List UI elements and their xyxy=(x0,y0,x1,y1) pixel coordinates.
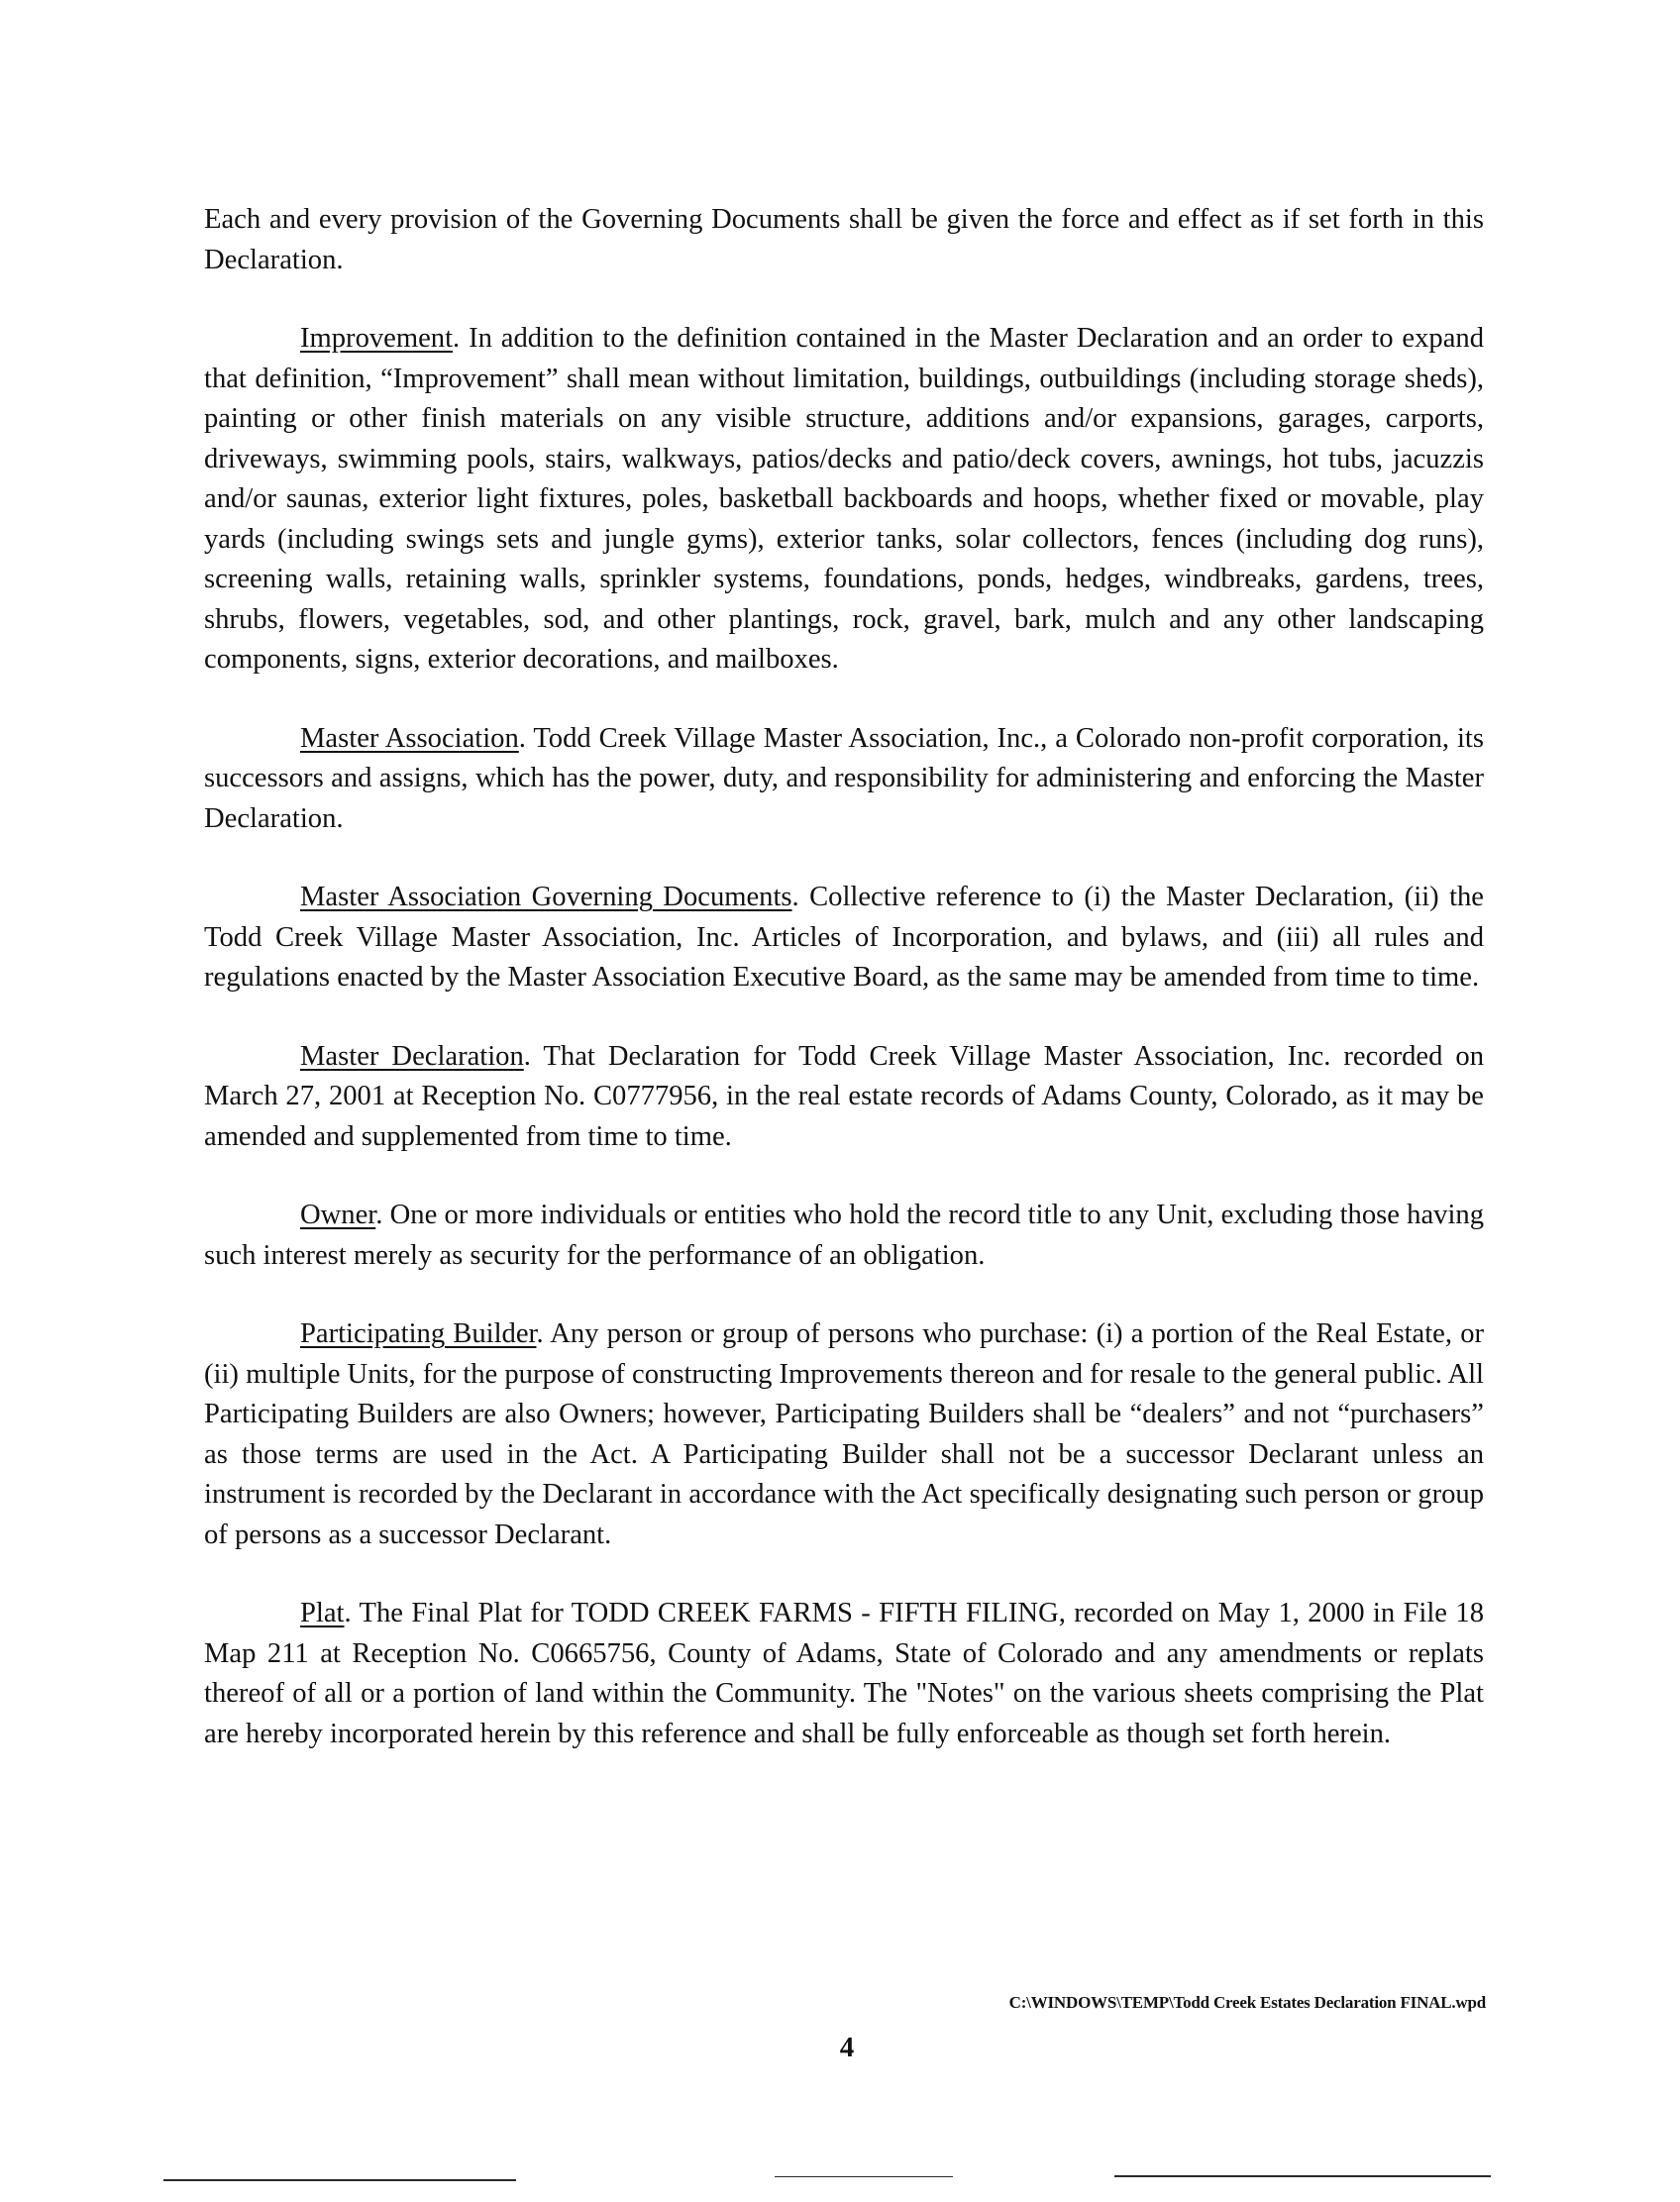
definition-text: . In addition to the definition contained in the Master Declaration and an order to expand that definition, “Improvement” shall mean without limitation, buildings, outbuildings (including storage sheds), painting or other finish materials on any visible structure, additions and/or expansions, garages, carports, driveways, swimming pools, stairs, walkways, patios/decks and patio/deck covers, awnings, hot tubs, jacuzzis and/or saunas, exterior light fixtures, poles, basketball backboards and hoops, whether fixed or movable, play yards (including swings sets and jungle gyms), exterior tanks, solar collectors, fences (including dog runs), screening walls, retaining walls, sprinkler systems, foundations, ponds, hedges, windbreaks, gardens, trees, shrubs, flowers, vegetables, sod, and other plantings, rock, gravel, bark, mulch and any other landscaping components, signs, exterior decorations, and mailboxes. xyxy=(204,323,1484,675)
definition-text: . One or more individuals or entities who hold the record title to any Unit, excluding those having such interest merely as security for the performance of an obligation. xyxy=(204,1200,1484,1271)
term-participating-builder: Participating Builder xyxy=(300,1318,537,1349)
page-number: 4 xyxy=(839,2032,855,2063)
paragraph-governing-documents-effect xyxy=(204,200,1484,280)
term-master-association-governing-documents: Master Association Governing Documents xyxy=(300,882,792,912)
definition-master-declaration xyxy=(204,1037,1484,1158)
term-improvement: Improvement xyxy=(300,323,454,354)
footer-file-path: C:\WINDOWS\TEMP\Todd Creek Estates Declaration FINAL.wpd xyxy=(1008,1993,1486,2012)
definition-master-association-governing-documents xyxy=(204,878,1484,998)
paragraph-text: Each and every provision of the Governing Documents shall be given the force and effect as if set forth in this Declaration. xyxy=(204,204,1484,275)
scan-artifact-line xyxy=(1114,2175,1491,2177)
definition-text: . That Declaration for Todd Creek Village Master Association, Inc. recorded on March 27, 2001 at Reception No. C0777956, in the real estate records of Adams County, Colorado, as it may be amended and supplemented from time to time. xyxy=(204,1040,1484,1152)
term-master-association: Master Association xyxy=(300,722,519,754)
definition-text: . Any person or group of persons who purchase: (i) a portion of the Real Estate, or (ii) multiple Units, for the purpose of constructing Improvements thereon and for resale to the general public. All Participating Builders are also Owners; however, Participating Builders shall be “dealers” and not “purchasers” as those terms are used in the Act. A Participating Builder shall not be a successor Declarant unless an instrument is recorded by the Declarant in accordance with the Act specifically designating such person or group of persons as a successor Declarant. xyxy=(204,1318,1485,1550)
definition-text: . The Final Plat for TODD CREEK FARMS - FIFTH FILING, recorded on May 1, 2000 in File 18 Map 211 at Reception No. C0665756, County of Adams, State of Colorado and any amendments or replats thereof of all or a portion of land within the Community. The "Notes" on the various sheets comprising the Plat are hereby incorporated herein by this reference and shall be fully enforceable as though set forth herein. xyxy=(204,1598,1484,1749)
definition-text: . Todd Creek Village Master Association, Inc., a Colorado non-profit corporation, its successors and assigns, which has the power, duty, and responsibility for administering and enforcing the Master Declaration. xyxy=(204,722,1484,834)
term-owner: Owner xyxy=(300,1200,376,1230)
definition-participating-builder xyxy=(204,1314,1484,1555)
definition-text: . Collective reference to (i) the Master Declaration, (ii) the Todd Creek Village Master Association, Inc. Articles of Incorporation, and bylaws, and (iii) all rules and regulations enacted by the Master Association Executive Board, as the same may be amended from time to time. xyxy=(204,882,1484,993)
term-plat: Plat xyxy=(300,1598,345,1628)
scan-artifact-line xyxy=(775,2176,953,2177)
scan-artifact-line xyxy=(163,2179,516,2181)
definition-owner xyxy=(204,1196,1484,1276)
document-body xyxy=(204,200,1484,1793)
definition-improvement xyxy=(204,319,1484,681)
term-master-declaration: Master Declaration xyxy=(300,1040,524,1072)
definition-master-association xyxy=(204,719,1484,840)
definition-plat xyxy=(204,1594,1484,1754)
